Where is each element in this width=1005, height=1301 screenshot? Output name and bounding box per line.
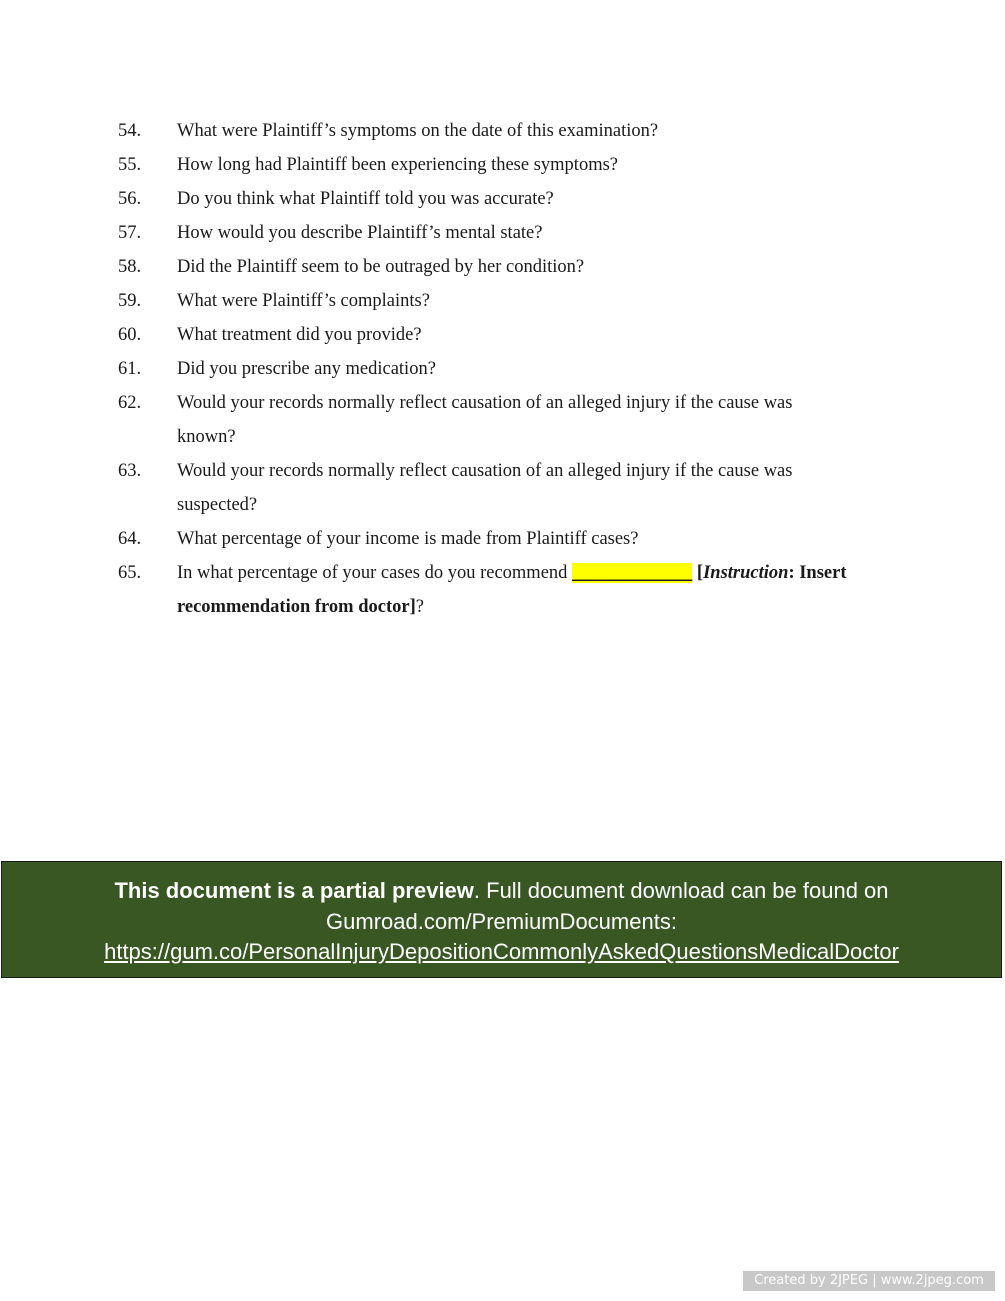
question-item	[118, 284, 848, 318]
question-item	[118, 386, 848, 454]
question-item	[118, 522, 848, 556]
instruction-bracket-close: ]	[409, 597, 416, 617]
question-item	[118, 352, 848, 386]
banner-text: . Full document download can be found on Gumroad.com/PremiumDocuments:	[326, 878, 889, 934]
question-number: 58.	[118, 257, 142, 277]
question-text: Did you prescribe any medication?	[177, 359, 436, 379]
question-number: 64.	[118, 529, 142, 549]
question-text: What treatment did you provide?	[177, 325, 422, 345]
question-number: 65.	[118, 563, 142, 583]
question-number: 55.	[118, 155, 142, 175]
instruction-label: Instruction	[703, 563, 789, 583]
question-number: 60.	[118, 325, 142, 345]
question-text: What were Plaintiff’s complaints?	[177, 291, 430, 311]
question-text: Would your records normally reflect causation of an alleged injury if the cause was suspected?	[177, 461, 793, 515]
question-number: 59.	[118, 291, 142, 311]
question-text	[177, 556, 848, 624]
question-text: How would you describe Plaintiff’s mental state?	[177, 223, 543, 243]
question-item	[118, 250, 848, 284]
question-number: 56.	[118, 189, 142, 209]
question-item	[118, 114, 848, 148]
question-item	[118, 148, 848, 182]
preview-banner	[1, 861, 1002, 978]
question-text-after: ?	[415, 597, 424, 617]
question-number: 63.	[118, 461, 142, 481]
question-item	[118, 182, 848, 216]
question-number: 62.	[118, 393, 142, 413]
question-text: What percentage of your income is made from Plaintiff cases?	[177, 529, 639, 549]
watermark: Created by 2JPEG | www.2jpeg.com	[743, 1271, 995, 1291]
highlighted-blank: _____________	[572, 563, 693, 583]
banner-bold-text: This document is a partial preview	[114, 878, 474, 903]
question-item	[118, 318, 848, 352]
question-text: Did the Plaintiff seem to be outraged by her condition?	[177, 257, 585, 277]
instruction-text: : Insert recommendation from doctor	[177, 563, 847, 617]
question-item	[118, 454, 848, 522]
question-item	[118, 216, 848, 250]
question-text: What were Plaintiff’s symptoms on the date of this examination?	[177, 121, 659, 141]
question-number: 57.	[118, 223, 142, 243]
question-text: How long had Plaintiff been experiencing these symptoms?	[177, 155, 618, 175]
question-text: Would your records normally reflect causation of an alleged injury if the cause was known?	[177, 393, 793, 447]
question-number: 61.	[118, 359, 142, 379]
question-item-last	[118, 556, 848, 624]
question-text: Do you think what Plaintiff told you was accurate?	[177, 189, 554, 209]
download-link[interactable]: https://gum.co/PersonalInjuryDepositionCommonlyAskedQuestionsMedicalDoctor	[104, 939, 899, 964]
question-list	[118, 114, 848, 624]
instruction-bracket-open: [	[692, 563, 704, 583]
question-text-before: In what percentage of your cases do you recommend	[177, 563, 573, 583]
question-number: 54.	[118, 121, 142, 141]
